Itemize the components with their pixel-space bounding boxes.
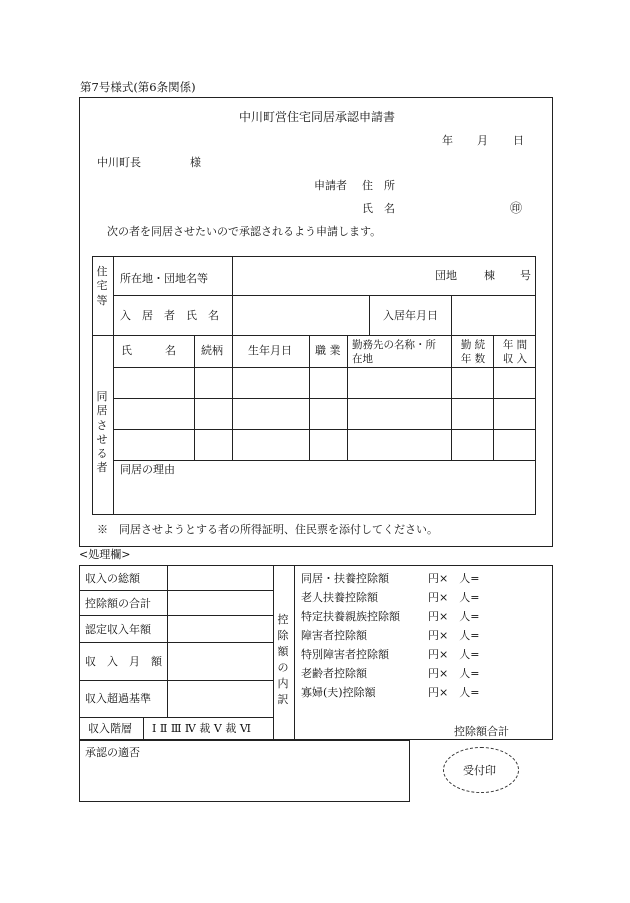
row-deduction-sum: 控除額の合計	[85, 597, 151, 610]
cohabitant-label: 同居させる者	[96, 390, 108, 475]
row-total-income: 収入の総額	[85, 572, 140, 585]
deduction-unit: 円× 人=	[428, 648, 480, 661]
form-title: 中川町営住宅同居承認申請書	[239, 110, 396, 124]
deduction-unit: 円× 人=	[428, 591, 480, 604]
processing-label: <処理欄>	[79, 548, 131, 561]
addressee-honorific: 様	[190, 156, 201, 169]
header-birth: 生年月日	[248, 344, 292, 357]
deduction-item: 特定扶養親族控除額	[301, 610, 400, 623]
reception-stamp-label: 受付印	[463, 764, 496, 777]
form-number: 第7号様式(第6条関係)	[80, 80, 196, 94]
deduction-item: 障害者控除額	[301, 629, 367, 642]
row-certified-income: 認定収入年額	[85, 623, 151, 636]
deduction-total-label: 控除額合計	[454, 725, 509, 738]
deduction-item: 同居・扶養控除額	[301, 572, 389, 585]
date-month: 月	[477, 134, 488, 147]
header-name: 氏 名	[121, 344, 176, 357]
address-label: 住 所	[362, 179, 395, 192]
header-job: 職 業	[315, 344, 341, 357]
resident-name-label: 入 居 者 氏 名	[120, 309, 219, 322]
date-year: 年	[442, 134, 453, 147]
attachment-note: ※ 同居させようとする者の所得証明、住民票を添付してください。	[97, 523, 438, 536]
deduction-item: 老人扶養控除額	[301, 591, 378, 604]
deduction-unit: 円× 人=	[428, 629, 480, 642]
tier-label: 収入階層	[88, 722, 132, 735]
seal-mark: ㊞	[510, 201, 523, 215]
room-label: 号	[520, 269, 531, 282]
deduction-unit: 円× 人=	[428, 667, 480, 680]
row-monthly-income: 収 入 月 額	[85, 655, 162, 668]
header-years: 勤 続 年 数	[460, 339, 486, 366]
date-day: 日	[513, 134, 524, 147]
location-label: 所在地・団地名等	[120, 272, 208, 285]
danchi-label: 団地	[435, 269, 457, 282]
deduction-breakdown-label: 控除額の内訳	[277, 613, 289, 706]
move-in-date-label: 入居年月日	[383, 309, 438, 322]
tier-options: Ⅰ Ⅱ Ⅲ Ⅳ 裁 Ⅴ 裁 Ⅵ	[152, 722, 251, 735]
building-label: 棟	[484, 269, 495, 282]
header-relation: 続柄	[201, 344, 223, 357]
name-label: 氏 名	[362, 202, 395, 215]
deduction-item: 特別障害者控除額	[301, 648, 389, 661]
approval-label: 承認の適否	[85, 746, 140, 759]
deduction-unit: 円× 人=	[428, 572, 480, 585]
header-workplace: 勤務先の名称・所在地	[352, 339, 436, 366]
deduction-item: 老齢者控除額	[301, 667, 367, 680]
deduction-unit: 円× 人=	[428, 686, 480, 699]
deduction-unit: 円× 人=	[428, 610, 480, 623]
reason-label: 同居の理由	[120, 463, 175, 476]
addressee: 中川町長	[97, 156, 141, 169]
housing-label: 住宅等	[96, 265, 108, 307]
row-income-threshold: 収入超過基準	[85, 692, 151, 705]
request-text: 次の者を同居させたいので承認されるよう申請します。	[107, 225, 382, 238]
applicant-label: 申請者	[314, 179, 347, 192]
header-income: 年 間 収 入	[502, 339, 528, 366]
deduction-item: 寡婦(夫)控除額	[301, 686, 376, 699]
